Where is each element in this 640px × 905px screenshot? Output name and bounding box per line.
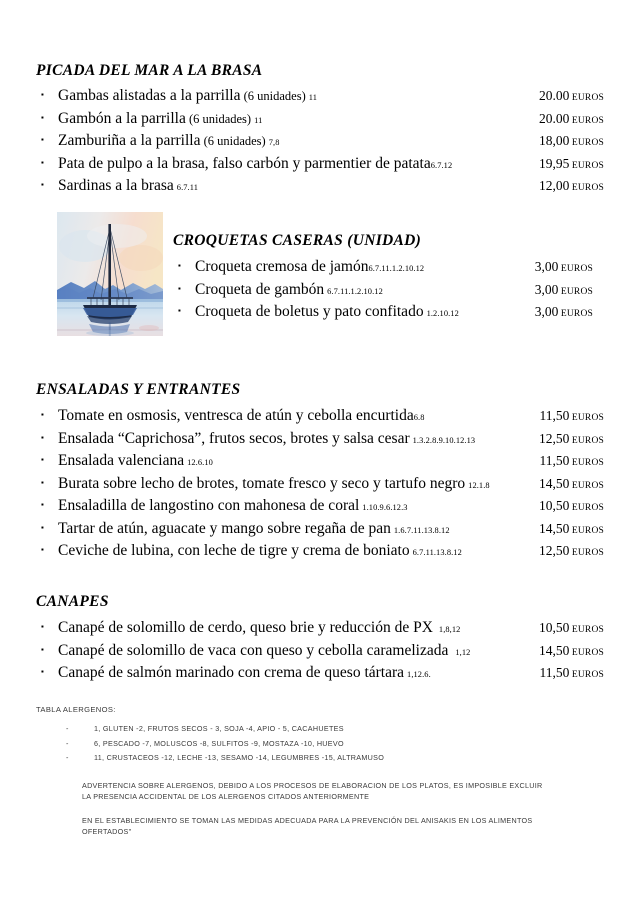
allergen-legend-row (66, 740, 604, 747)
dish-price: 3,00 EUROS (534, 304, 593, 319)
dash-marker: - (66, 753, 69, 763)
menu-item (173, 282, 593, 305)
dish-name: Tomate en osmosis, ventresca de atún y cebolla encurtida6.8 (58, 407, 425, 424)
allergen-footer (36, 705, 604, 837)
allergen-legend-row (66, 725, 604, 732)
allergen-table-title: TABLA ALERGENOS: (36, 705, 116, 714)
dish-price: 3,00 EUROS (534, 259, 593, 274)
allergen-notice (82, 780, 552, 838)
menu-item (173, 259, 593, 282)
menu-item (36, 498, 604, 521)
dish-price: 11,50 EUROS (539, 408, 604, 423)
dish-name: Ensalada “Caprichosa”, frutos secos, brotes y salsa cesar 1.3.2.8.9.10.12.13 (58, 429, 476, 447)
notice-spacer (82, 802, 552, 815)
section-heading: ENSALADAS Y ENTRANTES (36, 381, 241, 398)
dish-name: Canapé de solomillo de vaca con queso y cebolla caramelizada 1,12 (58, 641, 471, 659)
dash-marker: - (66, 724, 69, 733)
bullet-icon (36, 112, 58, 123)
allergen-legend-text: 6, PESCADO -7, MOLUSCOS -8, SULFITOS -9, MOSTAZA -10, HUEVO (94, 738, 344, 748)
menu-item (36, 88, 604, 111)
bullet-icon (173, 283, 195, 294)
allergen-warning-text: ADVERTENCIA SOBRE ALERGENOS, DEBIDO A LOS PROCESOS DE ELABORACION DE LOS PLATOS, ES IMPOSIBLE EXCLUIR LA PRESENCIA ACCIDENTAL DE LOS ALERGENOS CITADOS ANTERIORMENTE (82, 780, 543, 801)
menu-item-list (36, 620, 604, 688)
bullet-icon (36, 89, 58, 100)
menu-section-ensaladas (36, 381, 604, 566)
menu-item (36, 408, 604, 431)
dish-name: Croqueta de boletus y pato confitado 1.2.10.12 (195, 303, 459, 320)
bullet-icon (36, 409, 58, 420)
bullet-icon (36, 477, 58, 488)
bullet-icon (36, 644, 58, 655)
dish-name: Ensaladilla de langostino con mahonesa de coral 1.10.9.6.12.3 (58, 497, 408, 514)
dish-name: Burata sobre lecho de brotes, tomate fresco y seco y tartufo negro 12.1.8 (58, 474, 490, 492)
dish-price: 3,00 EUROS (534, 281, 593, 297)
allergen-codes: 1.6.7.11.13.8.12 (393, 525, 450, 535)
allergen-codes: 1,8,12 (438, 625, 461, 634)
dish-name: Canapé de salmón marinado con crema de queso tártara 1,12.6. (58, 664, 431, 681)
menu-item-list (36, 408, 604, 566)
allergen-codes: 6.7.11.1.2.10.12 (368, 264, 425, 273)
sailboat-illustration (57, 212, 163, 336)
allergen-codes: 7,8 (268, 138, 280, 147)
dish-price: 12,50 EUROS (538, 430, 604, 446)
dish-price: 19,95 EUROS (538, 155, 604, 171)
dish-price: 20.00 EUROS (538, 88, 604, 103)
dish-name: Sardinas a la brasa 6.7.11 (58, 177, 199, 194)
menu-item (36, 476, 604, 499)
allergen-codes: 11 (308, 93, 318, 102)
dish-name: Zamburiña a la parrilla (6 unidades) 7,8 (58, 132, 280, 149)
allergen-codes: 1.3.2.8.9.10.12.13 (412, 435, 476, 445)
menu-section-canapes (36, 593, 604, 688)
allergen-codes: 1,12.6. (407, 670, 431, 679)
menu-item-list (173, 259, 593, 327)
allergen-legend-row (66, 754, 604, 761)
dish-price: 10,50 EUROS (538, 620, 604, 635)
menu-item (36, 543, 604, 566)
allergen-codes: 1.10.9.6.12.3 (362, 503, 408, 512)
allergen-codes: 12.6.10 (187, 458, 213, 467)
dish-price: 12,00 EUROS (538, 178, 604, 193)
bullet-icon (36, 157, 58, 168)
sailboat-icon (57, 212, 163, 336)
dish-price: 14,50 EUROS (538, 475, 604, 491)
menu-item (36, 643, 604, 666)
allergen-codes: 11 (254, 115, 263, 125)
section-heading: CROQUETAS CASERAS (UNIDAD) (173, 232, 422, 249)
bullet-icon (36, 134, 58, 145)
bullet-icon (36, 666, 58, 677)
allergen-codes: 1.2.10.12 (426, 309, 459, 318)
dish-price: 20.00 EUROS (538, 110, 604, 126)
dish-name: Ensalada valenciana 12.6.10 (58, 452, 213, 469)
allergen-codes: 6.8 (413, 413, 425, 422)
bullet-icon (36, 621, 58, 632)
menu-item (36, 620, 604, 643)
allergen-legend-text: 1, GLUTEN -2, FRUTOS SECOS - 3, SOJA -4, APIO - 5, CACAHUETES (94, 724, 344, 733)
menu-item (36, 111, 604, 134)
dish-name: Pata de pulpo a la brasa, falso carbón y parmentier de patata6.7.12 (58, 154, 453, 172)
allergen-legend-list (66, 725, 604, 762)
dash-marker: - (66, 738, 69, 748)
allergen-legend-text: 11, CRUSTACEOS -12, LECHE -13, SESAMO -14, LEGUMBRES -15, ALTRAMUSO (94, 753, 385, 763)
menu-item (36, 665, 604, 688)
dish-price: 11,50 EUROS (539, 453, 604, 468)
menu-item (36, 431, 604, 454)
allergen-codes: 6.7.11 (176, 183, 199, 192)
anisakis-notice-text: EN EL ESTABLECIMIENTO SE TOMAN LAS MEDIDAS ADECUADA PARA LA PREVENCIÓN DEL ANISAKIS EN LOS ALIMENTOS OFERTADOS" (82, 815, 533, 837)
dish-name: Croqueta cremosa de jamón6.7.11.1.2.10.12 (195, 258, 425, 275)
allergen-codes: 6.7.11.13.8.12 (412, 548, 462, 557)
bullet-icon (173, 260, 195, 271)
allergen-codes: 6.7.12 (430, 160, 453, 170)
bullet-icon (36, 522, 58, 533)
dish-price: 18,00 EUROS (538, 133, 604, 148)
bullet-icon (173, 305, 195, 316)
dish-price: 14,50 EUROS (538, 520, 604, 536)
bullet-icon (36, 499, 58, 510)
dish-name: Ceviche de lubina, con leche de tigre y crema de boniato 6.7.11.13.8.12 (58, 542, 462, 559)
menu-item (36, 453, 604, 476)
dish-name: Croqueta de gambón 6.7.11.1.2.10.12 (195, 280, 383, 298)
dish-price: 11,50 EUROS (539, 665, 604, 680)
allergen-codes: 12.1.8 (468, 480, 490, 490)
menu-item (36, 521, 604, 544)
menu-item (173, 304, 593, 327)
croquetas-block (36, 210, 604, 342)
allergen-codes: 1,12 (455, 647, 471, 657)
bullet-icon (36, 179, 58, 190)
section-heading: CANAPES (36, 593, 109, 610)
dish-name: Canapé de solomillo de cerdo, queso brie y reducción de PX 1,8,12 (58, 619, 461, 636)
dish-name: Gambón a la parrilla (6 unidades) 11 (58, 109, 263, 127)
bullet-icon (36, 454, 58, 465)
menu-section-croquetas (173, 232, 593, 327)
dish-price: 10,50 EUROS (538, 498, 604, 513)
dish-price: 12,50 EUROS (538, 543, 604, 558)
menu-item (36, 133, 604, 156)
menu-item-list (36, 88, 604, 201)
menu-section-picada (36, 62, 604, 201)
allergen-codes: 6.7.11.1.2.10.12 (327, 286, 383, 296)
dish-price: 14,50 EUROS (538, 642, 604, 658)
menu-item (36, 156, 604, 179)
dish-name: Gambas alistadas a la parrilla (6 unidades) 11 (58, 87, 318, 104)
section-heading: PICADA DEL MAR A LA BRASA (36, 62, 263, 79)
bullet-icon (36, 544, 58, 555)
dish-name: Tartar de atún, aguacate y mango sobre regaña de pan 1.6.7.11.13.8.12 (58, 519, 450, 537)
menu-item (36, 178, 604, 201)
bullet-icon (36, 432, 58, 443)
